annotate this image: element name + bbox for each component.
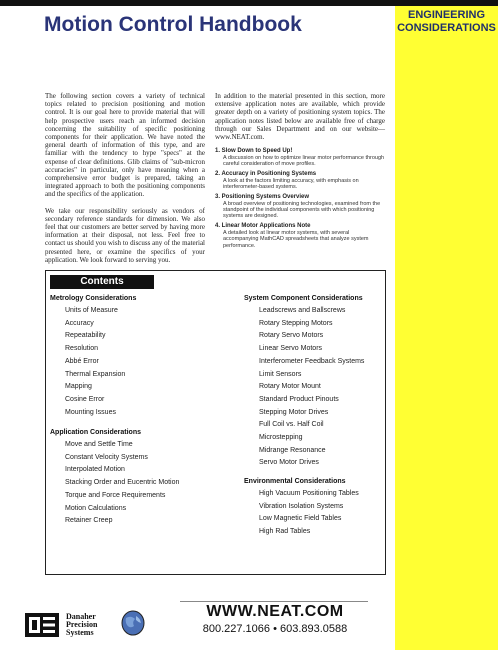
footer-divider [180, 601, 368, 602]
contents-item[interactable]: Resolution [65, 345, 99, 353]
logo-line: Precision [66, 620, 98, 629]
section-heading: Environmental Considerations [244, 478, 346, 485]
logo-text [66, 613, 97, 637]
contents-item[interactable]: Mounting Issues [65, 408, 116, 416]
contents-item[interactable]: Linear Servo Motors [259, 345, 323, 353]
contents-item[interactable]: Low Magnetic Field Tables [259, 515, 342, 523]
system-component-section [244, 293, 364, 470]
contents-item[interactable]: Rotary Stepping Motors [259, 319, 333, 327]
contents-item[interactable]: High Rad Tables [259, 528, 311, 536]
note-description: A look at the factors limiting accuracy, with emphasis on interferometer-based systems. [223, 177, 359, 191]
page-title: Motion Control Handbook [44, 13, 302, 36]
contents-item[interactable]: Interferometer Feedback Systems [259, 357, 365, 365]
note-description: A detailed look at linear motor systems, with several accompanying MathCAD spreadsheets that analyze system performance. [223, 229, 369, 249]
danaher-logo-icon [25, 613, 59, 637]
contents-item[interactable]: Rotary Motor Mount [259, 383, 321, 391]
intro-paragraph-1: The following section covers a variety of technical topics related to precision positioning and motion control. It is our goal here to provide material that will help prospective users reach an informed decision concerning the suitability of specific positioning components for their application. We have noted the general dearth of information of this type, and are familiar with the tendency to hype "specs" at the expense of clear definitions. Glib claims of "sub-micron accuracies" in particular, only have meaning when a comprehensive error budget is prepared, taking an integrated approach to both the positioning components and the specifics of the application. [45, 92, 205, 199]
contents-item[interactable]: Retainer Creep [65, 517, 113, 525]
contents-item[interactable]: Constant Velocity Systems [65, 453, 148, 461]
contents-item[interactable]: Limit Sensors [259, 370, 302, 378]
contents-item[interactable]: Standard Product Pinouts [259, 395, 339, 403]
contents-item[interactable]: Stacking Order and Eucentric Motion [65, 479, 180, 487]
contents-item[interactable]: Leadscrews and Ballscrews [259, 307, 346, 314]
note-title: 1. Slow Down to Speed Up! [215, 148, 293, 154]
metrology-section [50, 293, 136, 419]
section-heading: Metrology Considerations [50, 295, 137, 302]
contents-item[interactable]: Abbé Error [65, 357, 99, 365]
logo-line: Systems [66, 628, 94, 637]
intro-paragraph-2: We take our responsibility seriously as vendors of secondary reference standards for dimension. We also feel that our customers are better served by having more information at their disposal, not less. Feel free to contact us should you wish to discuss any of the material presented here, or examine the specifics of your application. We look forward to serving you. [45, 206, 205, 264]
note-item [215, 148, 385, 168]
contents-item[interactable]: High Vacuum Positioning Tables [259, 490, 359, 497]
phone-numbers: 800.227.1066 • 603.893.0588 [202, 623, 348, 635]
application-notes-list [215, 148, 385, 252]
note-description: A discussion on how to optimize linear motor performance through careful consideration of move profiles. [223, 155, 385, 168]
note-item [215, 171, 385, 191]
intro-paragraph-3: In addition to the material presented in this section, more extensive application notes are available, which provide greater depth on a variety of positioning system topics. The application notes listed below are available free of charge through our Sales Department and on our website—www.NEAT.com. [215, 92, 385, 142]
contents-item[interactable]: Microstepping [259, 434, 303, 442]
section-heading: System Component Considerations [244, 295, 363, 302]
contents-item[interactable]: Repeatability [65, 332, 106, 340]
contents-item[interactable]: Thermal Expansion [65, 370, 126, 378]
contents-item[interactable]: Interpolated Motion [65, 466, 125, 474]
contents-item[interactable]: Full Coil vs. Half Coil [259, 421, 324, 429]
contents-item[interactable]: Units of Measure [65, 307, 118, 314]
contents-item[interactable]: Midrange Resonance [259, 446, 326, 454]
note-item [215, 223, 385, 249]
contents-item[interactable]: Torque and Force Requirements [65, 491, 166, 499]
contents-item[interactable]: Rotary Servo Motors [259, 332, 324, 340]
section-heading: Application Considerations [50, 429, 142, 436]
note-item [215, 194, 385, 220]
note-title: 3. Positioning Systems Overview [215, 193, 310, 200]
globe-icon [121, 610, 145, 636]
contents-item[interactable]: Motion Calculations [65, 504, 127, 512]
application-section [50, 427, 179, 528]
contents-heading: Contents [50, 275, 154, 289]
section-label: ENGINEERING CONSIDERATIONS [397, 9, 496, 34]
contents-item[interactable]: Vibration Isolation Systems [259, 502, 344, 510]
intro-column-left [45, 92, 205, 272]
yellow-sidebar [395, 6, 498, 650]
note-title: 4. Linear Motor Applications Note [215, 222, 311, 229]
note-description: A broad overview of positioning technologies, examined from the standpoint of the individual components with which positioning systems are designed. [223, 200, 381, 220]
contents-item[interactable]: Stepping Motor Drives [259, 408, 329, 416]
contents-item[interactable]: Move and Settle Time [65, 441, 133, 448]
contents-item[interactable]: Servo Motor Drives [259, 459, 319, 467]
contents-item[interactable]: Cosine Error [65, 395, 105, 403]
website-link[interactable]: WWW.NEAT.COM [206, 603, 344, 620]
note-title: 2. Accuracy in Positioning Systems [215, 170, 317, 177]
logo-line: Danaher [66, 612, 96, 621]
environmental-section [244, 476, 359, 539]
contents-item[interactable]: Mapping [65, 383, 92, 391]
intro-column-right [215, 92, 385, 149]
contents-item[interactable]: Accuracy [65, 319, 94, 327]
